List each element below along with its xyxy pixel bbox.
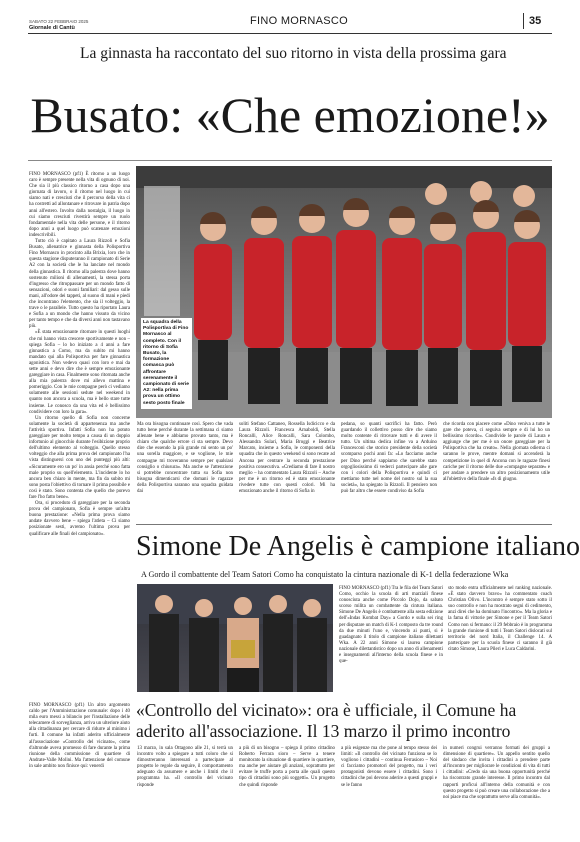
story3-column-3: a più esigenze ma che pone al tempo stesso dei limiti: «Il controllo del vicinato funziona se lo vogliono i cittadini – continua Ferrasioro – Noi ci facciamo promotori del progetto, ma i veri protagonisti devono essere i cittadini. Sono i cittadini che poi devono aderire a questi gruppi e se le fanno: [341, 746, 437, 788]
page-number: 35: [529, 15, 542, 27]
story3-column-2: a più di un bisogno – spiega il primo cittadino Roberto Ferrara sioro – Serve a tenere monitorato la situazione di quartiere in quartiere, ma anche per aiutare gli anziani, soprattutto per evitare le truffe porta a porta alle quali questo tipo di cittadini sono più soggetti». Un progetto che quindi risponde: [239, 746, 335, 788]
story1-column-1: [29, 172, 130, 537]
story3-column-4: in numeri congrui verranno formati dei gruppi a dimensione di quartiere». Un appello sentito quello del sindaco che invita i cittadini a prendere parte all'incontro per migliorare le condizioni di vita di tutti i cittadini: «Credo sia una buona opportunità perché ha riscontrato grande interesse. Il primo incontro dal rapporti proficui all'interno della comunità e con questo progetto si può creare una collaborazione che a noi piace ma che soprattutto serve alla comunità».: [443, 746, 550, 800]
story2-column-1: FINO MORNASCO (pf1) Tra le fila del Team Satori Como, occhio la scuola di arti marziali finese conosciuta anche come Piccolo Dojo, da sabato scorso milita un combattente da cintura italiana. Simone De Angelis è combattente alla sesta edizione dell'«Indas Kombat Day» a Gordo e sulla sei ring per disputare un match di K-1 composto da tre round da due minuti l'uno e, vincendo ai punti, si è guadagnato il titolo di campione italiano dilettanti Wka. A 22 anni Simone si laurea campione nazionale dilettantistico dopo un anno di allenamenti e insegnamenti all'interno della scuola finese e in que-: [339, 586, 443, 665]
story3-left-column: FINO MORNASCO (pf1) Un altro argomento caldo per l'Amministrazione comunale: dopo i 40 mila euro messi a bilancio per l'installazione delle telecamere di sorveglianza, arriva un ulteriore aiuto alla cittadinanza per cercare di ridurre al minimo i furti. Il comune ha infatti aderito ufficialmente all'associazione «Controllo del vicinato», come d'altronde aveva promesso di fare durante la prima riunione della commissione di quartiere di Andrate-Valle Molini. Ma l'attenzione del comune in sale ambito non finisce qui: venerdì: [29, 703, 130, 769]
story1-column-c: pedana, so quanti sacrifici ha fatto. Però guardando il collettivo posso dire che siamo molto contente di ritrovare tutti e di avere il tutto. Un ultima dedica infine va a Arduino Francesconi che storico presidente della società scomparso pochi anni fa: «Lo facciamo anche per Dino perché sappiamo che sarebbe stato orgogliosissimo di vederci partecipare alle gare con i colori della Polisportiva e quindi ci mettiamo tutte nel nome del nostro sul la sua società», ha spiegato la Rizzoli. Il pensiero non può far altro che essere condiviso da Sofia: [341, 422, 437, 495]
paragraph: Un ritorno quello di Sofia non concerne solamente la società di appartenenza ma anche l'attività sportiva. Infatti Sofia non ha potuto gareggiare per molto tempo a causa di un doppio infortunio al ginocchio durante l'esibizione proprio dell'ultimo elemento al volteggio. Quello stesso volteggio che alla prima prova del campionato l'ha vista distinguersi con uno dei punteggi più alti: «Sicuramente ero un po' in ansia perché sono fatta male proprio su quell'elemento. L'incidente lo ho ancora ben chiaro in mente, ma fin da subito mi sono posta l'obiettivo di tornare il prima possibile e così è stato. Sono contenta che quello che porevo fare l'ho fatto bene».: [29, 415, 130, 500]
paragraph: «È stata emozionante ritornare in questi luoghi che mi hanno vista crescere sportivamente e non – spiega Sofia – lo ho iniziato a 4 anni a fare ginnastica a Como, ma da subito mi hanno mandato qui alla Polisportiva per fare ginnastica agonistica. Non vedevo quasi con loro e mai da sette anni e devo dire che è sempre emozionante gareggiare in casa. Finalmente sono ritornata anche alla mia palestra dove mi allevo mattina e pomeriggio. Con le mie compagne però ci vediamo solamente alle sessioni sedute nel weekend in quanto non ancora a scuola, ma è bello stare tutte insieme. Le conosco da una vita ed è bellissimo condividere con loro la gara».: [29, 330, 130, 415]
fighter-photo: [137, 584, 333, 692]
story-separator: [136, 524, 552, 525]
paragraph: Ora, si proceduto di gareggiare per la seconda prova del campionato, Sofia è sempre un'altra buona prestazione: «Nella prima prova siamo andate davvero bene – spiega l'atleta – Ci siamo posizionate sesti, avremo l'ultima prova per qualificare alle finali del campionato».: [29, 501, 130, 537]
story3-title: «Controllo del vicinato»: ora è ufficiale, il Comune ha aderito all'associazione. Il 13 marzo il primo incontro: [136, 700, 517, 741]
story3-column-1: 13 marzo, in sala Ottagono alle 21, si terrà un incontro volto a spiegare a tutti coloro che si dimostreranno interessati a partecipare al progetto le regole da seguire, il comportamento adeguato da assumere e anche i limiti che il programma ha. «Il controllo del vicinato risponde: [137, 746, 233, 788]
story2-subtitle: A Gordo il combattente del Team Satori Como ha conquistato la cintura nazionale di K-1 della federazione Wka: [141, 570, 509, 579]
masthead-paper: Giornale di Cantù: [29, 25, 75, 31]
paragraph: FINO MORNASCO (pf1) È ritorno a un luogo caro è sempre presente nella vita di ognuno di noi. Che sia il più classico ritorno a casa dopo una giornata di lavoro, o il ritorno nel luogo in cui siamo nati e cresciuti che il percorso della vita ci ha costretti ad allontanare e ritrovare in patria dopo anni all'estero. Involto dalla nostalgia, il luogo in cui siamo cresciuti rivestirà sempre un ruolo fondamentale nella vita delle persone, e il ritorno dopo anni a quel luogo può scatenare emozioni indescrivibili.: [29, 172, 130, 238]
fighter-photo-illustration: [137, 584, 333, 692]
story1-title: Busato: «Che emozione!»: [30, 87, 550, 143]
story1-title-rule: [28, 160, 552, 161]
photo-caption: La squadra della Polisportiva di Fino Mornasco al completo. Con il ritorno di Sofia Busato, la formazione comasca può affrontare serenamente il campionato di serie A2: nella prima prova un ottimo sesto posto finale: [141, 318, 192, 409]
story1-kicker: La ginnasta ha raccontato del suo ritorno in vista della prossima gara: [80, 45, 507, 62]
story2-column-2: sto modo entra ufficialmente nel ranking nazionale. «È stato davvero bravo» ha commentato coach Christian Olivo. L'incontro è sempre stato sotto il suo controllo e non ha mostrato segni di cedimento, anzi direi che ha dominato l'incontro». Ma la gloria e la fama di vittorie per Simone e per il Team Satori Como non si fermano: il 29 febbraio è in programma la grande riunione di tutti i Team Satori dislocati sul territorio del nord Italia, il Challenge 14. A partecipare per la scuola finese ci saranno il già citato Simone, Laura Pileri e Luca Caldarini.: [448, 586, 552, 652]
story1-column-d: che ricorda con piacere come «Dino veniva a tutte le gare che poteva, ci seguiva sempre e di lui ho un bellissimo ricordo». Condivide le parole di Laura e aggiunge che per me è un onore gareggiare per la Polisportiva che ha creato». Nella giornata odierna ci saranno le prove, mentre domani si accenderà la competizione in quel di Ancona con le ragazze finesi cariche per il ritorno delle due «compagne separate» e per andare a prendere un altro posizionamento utile all'obiettivo della finale «fs di giugno.: [443, 422, 550, 482]
masthead-section: FINO MORNASCO: [250, 15, 349, 27]
team-photo-illustration: [136, 166, 552, 418]
story1-column-a: Ma ora bisogna continuare così. Spero che vada tutto bene perché durante la settimana ci siamo allenate bene e abbiamo provato tanto, ma è chiaro che qualche errore ci sta sempre. Devo dire che essendo la più grande mi sento un po' una sorella maggiore, e se voglione, le mie compagne mi troveranno sempre per qualsiasi consiglio o chiusura». Ma anche se l'attenzione si potrebbe concentrare tutta su Sofia non bisogna dimenticarsi che domani le ragazze della Polisportiva saranno una squadra guidata dai: [137, 422, 233, 495]
paragraph: Tutto ciò è capitato a Laura Rizzoli e Sofia Busato, allenatrice e ginnasta della Polisportiva Fino Mornasco in procinto alla Brixia, loro che in questa stagione disputeranno il campionato di Serie A2 con la società che le ha lanciate nel mondo della ginnastica. Il ritorno alla palestra dove hanno sostenuto milioni di allenamenti, la stessa porta d'ingresso che ritroppassare per un mondo fatto di sensazioni, odori e suoni familiari: dal gesso sulle mani, all'odore dei tappeti, al suono di mani e piedi che incontrano l'elemento, che sia il volteggio, la trave o le parallele. Tutto questo ha riportato Laura e Sofia a un mondo che hanno vissuto da vicino per tanto tempo e che da diversi anni non tastavano più.: [29, 239, 130, 330]
story2-title: Simone De Angelis è campione italiano: [136, 531, 580, 562]
masthead-date: SABATO 22 FEBBRAIO 2025: [29, 19, 89, 24]
masthead-rule: [28, 33, 552, 34]
masthead-divider: [523, 13, 524, 29]
team-photo: [136, 166, 552, 418]
story1-column-b: soliti Stefano Cattaneo, Rossella Isdicicco e da Laura Rizzoli. Francesca Arnaboldi, Stella Roncalli, Alice Roncalli, Sara Colombo, Alessandra Sulari, Maria Broggi e Beatrice Marcato, insieme a Sofia, le componenti della squadra che in questo weekend si sono recate ad Ancona per centrare la seconda prestazione positiva consecutiva. «Crediamo di fare il nostro meglio – ha commentato Laura Rizzoli – Anche per me è un ritorno ed è stato emozionante rivedere tutte con questi colori. Mi ha emozionato anche il ritorno di Sofia in: [239, 422, 335, 495]
